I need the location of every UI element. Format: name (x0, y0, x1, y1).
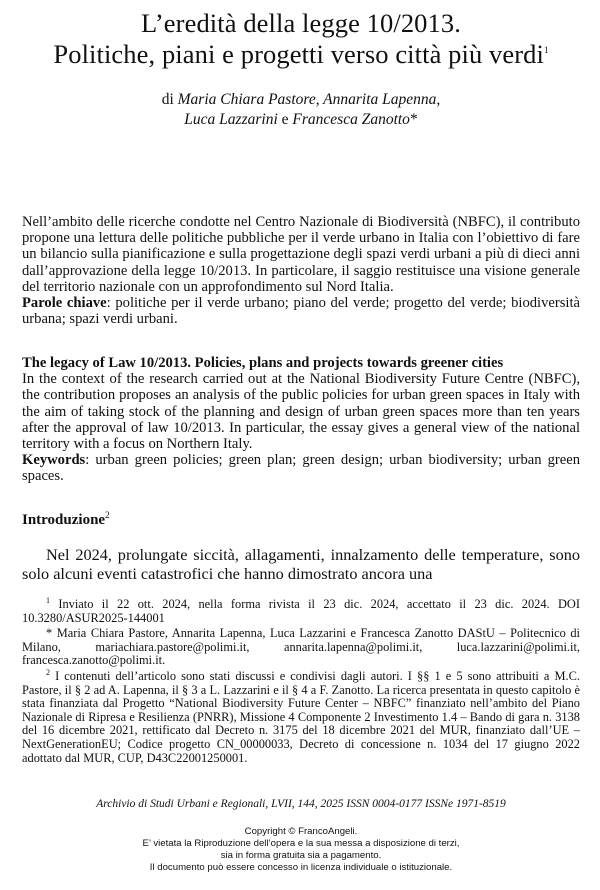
copyright-line-3: sia in forma gratuita sia a pagamento. (220, 850, 382, 861)
keywords-italian-label: Parole chiave (22, 295, 107, 312)
authors-line-1: di Maria Chiara Pastore, Annarita Lapenna, (161, 91, 441, 108)
keywords-italian: : politiche per il verde urbano; piano del verde; progetto del verde; biodiversità urbana; spazi verdi urbani. (22, 295, 580, 328)
footnote-1-mark: 1 (46, 595, 50, 605)
english-title: The legacy of Law 10/2013. Policies, plans and projects towards greener cities (22, 355, 504, 371)
copyright-line-1: Copyright © FrancoAngeli. (244, 826, 358, 837)
copyright-notice (22, 826, 580, 874)
author-byline (22, 90, 580, 130)
footnote-1: $^1$ Inviato il 22 ott. 2024, nella forma rivista il 23 dic. 2024, accettato il 23 dic. 2024. DOI 10.3280/ASUR2025-144001 (22, 595, 580, 625)
keywords-english-label: Keywords (22, 452, 86, 469)
article-title (22, 8, 580, 70)
journal-citation: Archivio di Studi Urbani e Regionali, LVII, 144, 2025 ISSN 0004-0177 ISSNe 1971-8519 (96, 798, 506, 810)
introduction-heading: Introduzione$^2$ (22, 510, 110, 528)
title-line-2: Politiche, piani e progetti verso città più verdi$^1$ (53, 39, 549, 69)
copyright-line-4: Il documento può essere concesso in licenza individuale o istituzionale. (149, 862, 453, 873)
footnote-authors: * Maria Chiara Pastore, Annarita Lapenna, Luca Lazzarini e Francesca Zanotto DAStU – Politecnico di Milano, mariachiara.pastore@polimi.it, annarita.lapenna@polimi.it, luca.lazzarini@polimi.it, francesca.zanotto@polimi.it. (22, 626, 580, 668)
abstract-english-text: In the context of the research carried out at the National Biodiversity Future Centre (NBFC), the contribution proposes an analysis of the public policies for urban green spaces in Italy with the aim of taking stock of the planning and design of urban green spaces more than ten years after the approval of law 10/2013. In particular, the essay gives a general view of the national territory with a focus on Northern Italy. (22, 371, 580, 453)
introduction-text: Nel 2024, prolungate siccità, allagamenti, innalzamento delle temperature, sono solo alcuni eventi catastrofici che hanno dimostrato ancora una (22, 545, 580, 583)
abstract-italian-text: Nell’ambito delle ricerche condotte nel Centro Nazionale di Biodiversità (NBFC), il contributo propone una lettura delle politiche pubbliche per il verde urbano in Italia con l’obiettivo di fare un bilancio sulla pianificazione e sulla progettazione degli spazi verdi urbani a più di dieci anni dall’approvazione della legge 10/2013. In particolare, il saggio restituisce una visione generale del territorio nazionale con un approfondimento sul Nord Italia. (22, 214, 580, 295)
copyright-line-2: E’ vietata la Riproduzione dell’opera e la sua messa a disposizione di terzi, (142, 838, 460, 849)
footnote-2-mark: 2 (46, 667, 50, 677)
abstract-english (22, 355, 580, 485)
abstract-italian (22, 214, 580, 327)
title-footnote-mark: 1 (544, 45, 549, 56)
title-line-1: L’eredità della legge 10/2013. (141, 8, 461, 38)
keywords-english: : urban green policies; green plan; green design; urban biodiversity; urban green spaces. (22, 452, 580, 485)
authors-line-2: Luca Lazzarini e Francesca Zanotto* (184, 111, 418, 128)
introduction-footnote-mark: 2 (105, 510, 110, 520)
footnote-2: $^2$ I contenuti dell’articolo sono stati discussi e condivisi dagli autori. I §§ 1 e 5 sono attribuiti a M.C. Pastore, il § 2 ad A. Lapenna, il § 3 a L. Lazzarini e il § 4 a F. Zanotto. La ricerca presentata in questo capitolo è stata finanziata dal Progetto “National Biodiversity Future Center – NBFC” finanziato nell’ambito del Piano Nazionale di Ripresa e Resilienza (PNRR), Missione 4 Componente 2 Investimento 1.4 – Bando di gara n. 3138 del 16 dicembre 2021, rettificato dal Decreto n. 3175 del 18 dicembre 2021 del MUR, finanziato dall’UE – NextGenerationEU; Codice progetto CN_00000033, Decreto di concessione n. 1034 del 17 giugno 2022 adottato dal MUR, CUP, D43C22001250001. (22, 667, 580, 765)
